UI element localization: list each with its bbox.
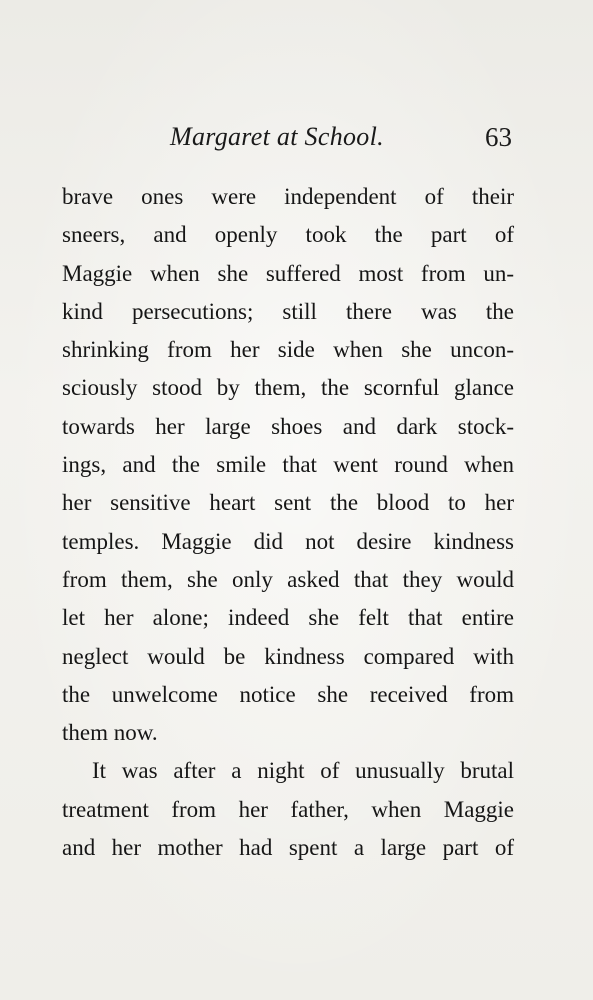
text-line: kind persecutions; still there was the [62,298,514,324]
text-line: temples. Maggie did not desire kindness [62,528,514,554]
text-line: the unwelcome notice she received from [62,681,514,707]
text-line: towards her large shoes and dark stock- [62,413,514,439]
body-text [62,178,514,867]
paragraph-2 [62,752,514,867]
text-line: neglect would be kindness compared with [62,643,514,669]
paragraph-1 [62,178,514,752]
text-line: ings, and the smile that went round when [62,452,514,478]
text-line: them now. [62,720,158,746]
text-line: her sensitive heart sent the blood to her [62,490,514,516]
text-line: from them, she only asked that they would [62,566,514,592]
text-line: sneers, and openly took the part of [62,222,514,248]
text-line: and her mother had spent a large part of [62,835,514,861]
text-line: shrinking from her side when she uncon- [62,337,514,363]
text-line: It was after a night of unusually brutal [92,758,514,784]
text-line: treatment from her father, when Maggie [62,796,514,822]
text-line: let her alone; indeed she felt that entire [62,605,514,631]
text-line: Maggie when she suffered most from un- [62,260,514,286]
page-number: 63 [485,122,512,152]
running-head [62,122,512,162]
text-line: brave ones were independent of their [62,184,514,209]
text-line: sciously stood by them, the scornful glance [62,375,514,401]
running-title: Margaret at School. [170,122,384,151]
